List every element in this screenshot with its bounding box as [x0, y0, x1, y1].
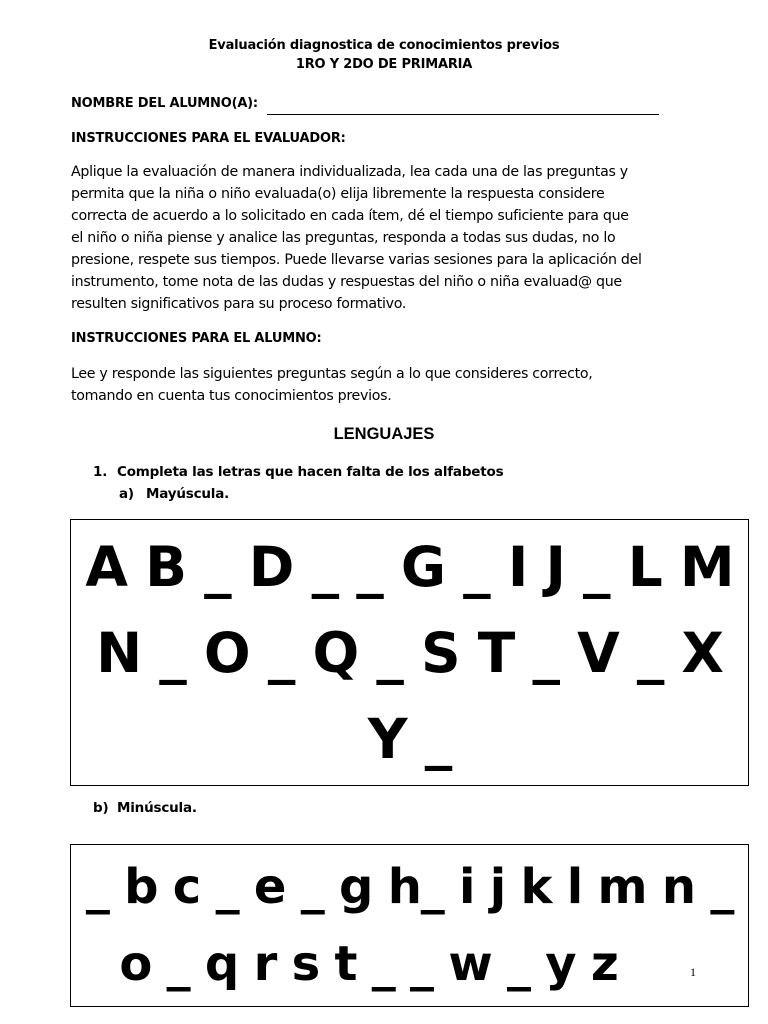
document-title: Evaluación diagnostica de conocimientos previos — [208, 38, 560, 53]
text-line: Lee y responde las siguientes preguntas según a lo que consideres correcto, — [71, 366, 593, 382]
student-instructions-text — [71, 363, 696, 407]
document-subtitle: 1RO Y 2DO DE PRIMARIA — [295, 57, 473, 72]
lowercase-row: o _ q r s t _ _ w _ y z — [119, 936, 618, 992]
page-number: 1 — [690, 965, 696, 979]
uppercase-row: N _ O _ Q _ S T _ V _ X — [96, 621, 723, 685]
student-instructions-heading: INSTRUCCIONES PARA EL ALUMNO: — [71, 331, 322, 346]
part-b-label: b) — [93, 800, 109, 816]
uppercase-row: Y _ — [367, 707, 452, 771]
part-a-text: Mayúscula. — [146, 486, 230, 502]
part-a-label: a) — [119, 486, 134, 502]
question-text: Completa las letras que hacen falta de los alfabetos — [117, 464, 504, 480]
lowercase-alphabet-box — [70, 844, 749, 1007]
lowercase-row: _ b c _ e _ g h_ i j k l m n _ — [85, 859, 734, 915]
text-line: resulten significativos para su proceso formativo. — [71, 296, 407, 312]
part-b-text: Minúscula. — [117, 800, 197, 816]
uppercase-row: A B _ D _ _ G _ I J _ L M — [85, 535, 734, 599]
question-number: 1. — [93, 464, 108, 480]
evaluator-instructions-text — [71, 161, 696, 315]
text-line: Aplique la evaluación de manera individualizada, lea cada una de las preguntas y — [71, 164, 628, 180]
student-name-blank[interactable] — [267, 114, 659, 115]
uppercase-alphabet-box — [70, 519, 749, 786]
evaluator-instructions-heading: INSTRUCCIONES PARA EL EVALUADOR: — [71, 131, 346, 146]
text-line: correcta de acuerdo a lo solicitado en cada ítem, dé el tiempo suficiente para que — [71, 208, 629, 224]
student-name-label: NOMBRE DEL ALUMNO(A): — [71, 96, 258, 111]
text-line: tomando en cuenta tus conocimientos previos. — [71, 388, 392, 404]
text-line: permita que la niña o niño evaluada(o) elija libremente la respuesta considere — [71, 186, 605, 202]
section-title: LENGUAJES — [333, 425, 435, 443]
text-line: el niño o niña piense y analice las preguntas, responda a todas sus dudas, no lo — [71, 230, 616, 246]
text-line: presione, respete sus tiempos. Puede llevarse varias sesiones para la aplicación del — [71, 252, 642, 268]
text-line: instrumento, tome nota de las dudas y respuestas del niño o niña evaluad@ que — [71, 274, 622, 290]
